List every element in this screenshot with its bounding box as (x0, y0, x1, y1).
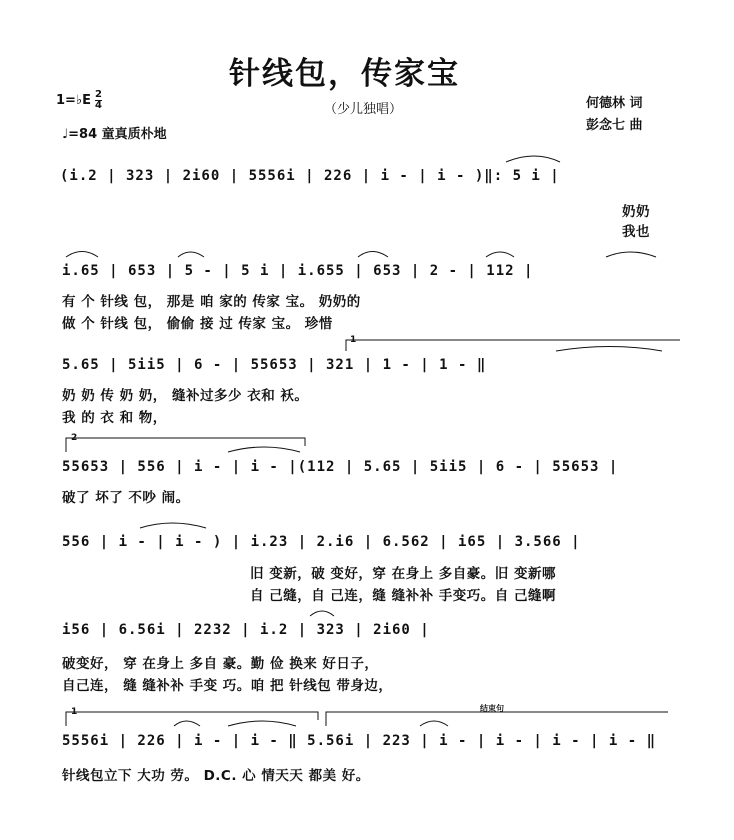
staff-7-lyric-1: 针线包立下 大功 劳。 D.C. 心 情天天 都美 好。 (62, 768, 370, 784)
staff-4-notes: 55653 | 556 | i - | i - |(112 | 5.65 | 5ii5 | 6 - | 55653 | (62, 459, 619, 475)
staff-5-lyric-2: 自 己缝，自 己连，缝 缝补补 手变巧。自 己缝啊 (250, 588, 556, 604)
staff-3-notes: 5.65 | 5ii5 | 6 - | 55653 | 321 | 1 - | 1 - ‖ (62, 357, 487, 373)
slur (506, 156, 560, 162)
volta-label-2: 2 (71, 433, 78, 443)
staff-3-lyric-1: 奶 奶 传 奶 奶， 缝补过多少 衣和 袄。 (62, 388, 309, 404)
staff-1-side-lyric-2: 我也 (622, 224, 650, 240)
end-phrase-label: 结束句 (480, 704, 504, 713)
slur (420, 721, 448, 726)
staff-7-notes: 5556i | 226 | i - | i - ‖ 5.56i | 223 | i - | i - | i - | i - ‖ (62, 733, 657, 749)
composer-credit: 彭念七 曲 (586, 118, 643, 133)
time-sig-top: 2 (94, 89, 102, 100)
slur (228, 721, 296, 726)
slur (606, 252, 656, 257)
slur (358, 252, 388, 258)
staff-5-lyric-1: 旧 变新，破 变好，穿 在身上 多自豪。旧 变新哪 (250, 566, 556, 582)
volta-label-3: 1 (71, 707, 78, 717)
staff-2-lyric-1: 有 个 针线 包， 那是 咱 家的 传家 宝。 奶奶的 (62, 294, 361, 310)
time-sig-bottom: 4 (94, 100, 102, 111)
key-label: 1=♭E (56, 93, 91, 108)
slur (66, 252, 98, 258)
slur (140, 523, 206, 528)
volta-label-1: 1 (350, 335, 357, 345)
volta-bracket-3 (66, 712, 318, 726)
slur (174, 721, 200, 726)
staff-4-lyric-1: 破了 坏了 不吵 闹。 (62, 490, 190, 506)
staff-3-lyric-2: 我 的 衣 和 物， (62, 410, 167, 426)
lyricist-credit: 何德林 词 (586, 96, 643, 111)
staff-5-notes: 556 | i - | i - ) | i.23 | 2.i6 | 6.562 | i65 | 3.566 | (62, 534, 581, 550)
song-title: 针线包，传家宝 (229, 56, 460, 92)
staff-6-notes: i56 | 6.56i | 2232 | i.2 | 323 | 2i60 | (62, 622, 430, 638)
volta-bracket-1 (346, 340, 680, 351)
volta-bracket-4 (326, 712, 668, 726)
volta-bracket-2 (66, 438, 305, 452)
slur (228, 447, 300, 452)
slur (178, 252, 204, 257)
performance-type: （少儿独唱） (324, 102, 403, 117)
tempo-marking: ♩=84 童真质朴地 (62, 127, 167, 142)
slur (556, 347, 662, 352)
staff-1-side-lyric-1: 奶奶 (622, 204, 650, 220)
staff-6-lyric-1: 破变好， 穿 在身上 多自 豪。勤 俭 换来 好日子， (62, 656, 379, 672)
staff-2-lyric-2: 做 个 针线 包， 偷偷 接 过 传家 宝。 珍惜 (62, 316, 333, 332)
staff-6-lyric-2: 自己连， 缝 缝补补 手变 巧。咱 把 针线包 带身边， (62, 678, 393, 694)
staff-1-notes: (i.2 | 323 | 2i60 | 5556i | 226 | i - | i - )‖: 5 i | (60, 168, 560, 184)
slur (310, 611, 334, 616)
slur (486, 252, 514, 257)
staff-2-notes: i.65 | 653 | 5 - | 5 i | i.655 | 653 | 2 - | 112 | (62, 263, 534, 279)
